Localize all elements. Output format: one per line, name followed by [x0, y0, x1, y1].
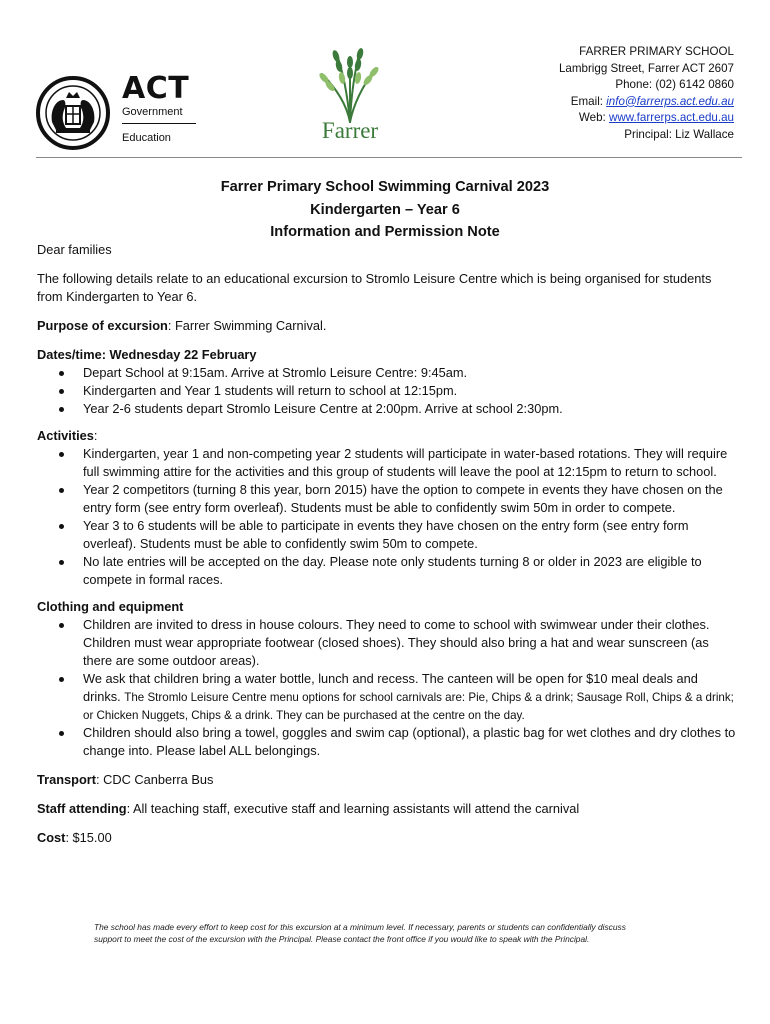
cost-line [37, 829, 737, 847]
list-item-text: Year 2-6 students depart Stromlo Leisure Centre at 2:00pm. Arrive at school 2:30pm. [83, 401, 563, 416]
list-item-text: Kindergarten, year 1 and non-competing year 2 students will participate in water-based rotations. They will require full swimming attire for the activities and this group of students will leave the pool at 12:15pm to return to school. [83, 446, 728, 479]
bullet-icon [59, 524, 64, 529]
list-item-text: Children should also bring a towel, goggles and swim cap (optional), a plastic bag for wet clothes and dry clothes to change into. Please label ALL belongings. [83, 725, 736, 758]
cost-label: Cost [37, 830, 66, 845]
bullet-icon [59, 488, 64, 493]
school-email-line [559, 94, 734, 111]
cost-text: : $15.00 [65, 830, 112, 845]
act-education-text: Education [122, 132, 171, 144]
dates-list [37, 364, 737, 418]
web-label: Web: [578, 111, 609, 124]
title-line-2: Kindergarten – Year 6 [310, 201, 460, 218]
act-big-text: ACT [122, 71, 190, 106]
list-item-text: Year 3 to 6 students will be able to participate in events they have chosen on the entry form (see entry form overleaf). Students must be able to confidently swim 50m to compete. [83, 518, 689, 551]
purpose-label: Purpose of excursion [37, 318, 168, 333]
school-address: Lambrigg Street, Farrer ACT 2607 [558, 61, 734, 75]
web-link[interactable]: www.farrerps.act.edu.au [608, 111, 734, 124]
cost-footnote: The school has made every effort to keep cost for this excursion at a minimum level. If necessary, parents or students can confidentially discuss support to meet the cost of the excursion with the Principal. Please contact the front office if you would like to speak with the Principal. [94, 922, 626, 944]
purpose-text: : Farrer Swimming Carnival. [167, 318, 327, 333]
title-line-1: Farrer Primary School Swimming Carnival 2023 [220, 179, 550, 195]
list-item [37, 670, 737, 724]
staff-label: Staff attending [37, 801, 127, 816]
act-wordmark [122, 71, 196, 145]
act-education-logo [36, 71, 196, 154]
purpose-line [37, 317, 737, 335]
intro-paragraph: The following details relate to an educational excursion to Stromlo Leisure Centre which is being organised for students from Kindergarten to Year 6. [37, 271, 712, 304]
clothing-heading [37, 598, 737, 616]
bullet-icon [59, 452, 64, 457]
list-item-text: Year 2 competitors (turning 8 this year, born 2015) have the option to compete in events they have chosen on the entry form (see entry form overleaf). Students must be able to confidently swim 50m in order to compete. [83, 482, 723, 515]
list-item [37, 382, 737, 400]
list-item [37, 616, 737, 670]
wheat-sheaf-icon [298, 44, 402, 124]
activities-heading [37, 427, 737, 445]
school-principal: Principal: Liz Wallace [624, 127, 734, 141]
clothing-label: Clothing and equipment [37, 599, 184, 614]
staff-line [37, 800, 737, 818]
bullet-icon [59, 731, 64, 736]
list-item [37, 517, 737, 553]
email-label: Email: [570, 94, 607, 108]
list-item-text: Children are invited to dress in house colours. They need to come to school with swimwear under their clothes. Children must wear appropriate footwear (closed shoes). They should also bring a hat and wear sunscreen (as there are some outdoor areas). [83, 617, 710, 668]
list-item [37, 400, 737, 418]
bullet-icon [59, 371, 64, 376]
bullet-icon [59, 407, 64, 412]
bullet-icon [59, 677, 64, 682]
school-contact-block [559, 44, 734, 143]
list-item-text: Depart School at 9:15am. Arrive at Stromlo Leisure Centre: 9:45am. [83, 365, 468, 380]
transport-label: Transport [37, 772, 97, 787]
clothing-list [37, 616, 737, 760]
header-divider [36, 157, 742, 158]
bullet-icon [59, 623, 64, 628]
bullet-icon [59, 389, 64, 394]
title-line-3: Information and Permission Note [270, 224, 500, 240]
list-item [37, 724, 737, 760]
greeting: Dear families [37, 242, 112, 257]
document-body [37, 241, 737, 847]
list-item [37, 445, 737, 481]
list-item-text: No late entries will be accepted on the day. Please note only students turning 8 or older in 2023 are eligible to compete in formal races. [83, 554, 702, 587]
transport-text: : CDC Canberra Bus [96, 772, 214, 787]
staff-text: : All teaching staff, executive staff and learning assistants will attend the carnival [126, 801, 580, 816]
act-government-text: Government [122, 106, 196, 124]
school-phone: Phone: (02) 6142 0860 [615, 78, 734, 91]
list-item [37, 553, 737, 589]
list-item [37, 364, 737, 382]
school-name: FARRER PRIMARY SCHOOL [579, 45, 734, 58]
list-item [37, 481, 737, 517]
document-title [0, 176, 770, 244]
dates-label: Dates/time: Wednesday 22 February [37, 347, 257, 362]
activities-colon: : [93, 428, 98, 443]
school-web-line [559, 110, 734, 127]
farrer-wordmark: Farrer [321, 118, 379, 143]
bullet-icon [59, 560, 64, 565]
activities-label: Activities [37, 428, 94, 443]
list-item-text: We ask that children bring a water bottle, lunch and recess. The canteen will be open for $10 meal deals and drinks. [83, 671, 698, 704]
list-item-text: Kindergarten and Year 1 students will return to school at 12:15pm. [83, 383, 458, 398]
act-coat-of-arms-icon [36, 76, 110, 150]
menu-options-text: The Stromlo Leisure Centre menu options for school carnivals are: Pie, Chips & a drink; Sausage Roll, Chips & a drink; or Chicken Nuggets, Chips & a drink. They can be purchased at the centre on the day. [83, 691, 734, 722]
transport-line [37, 771, 737, 789]
dates-heading [37, 346, 737, 364]
email-link[interactable]: info@farrerps.act.edu.au [606, 94, 734, 108]
farrer-logo [298, 44, 402, 148]
activities-list [37, 445, 737, 589]
